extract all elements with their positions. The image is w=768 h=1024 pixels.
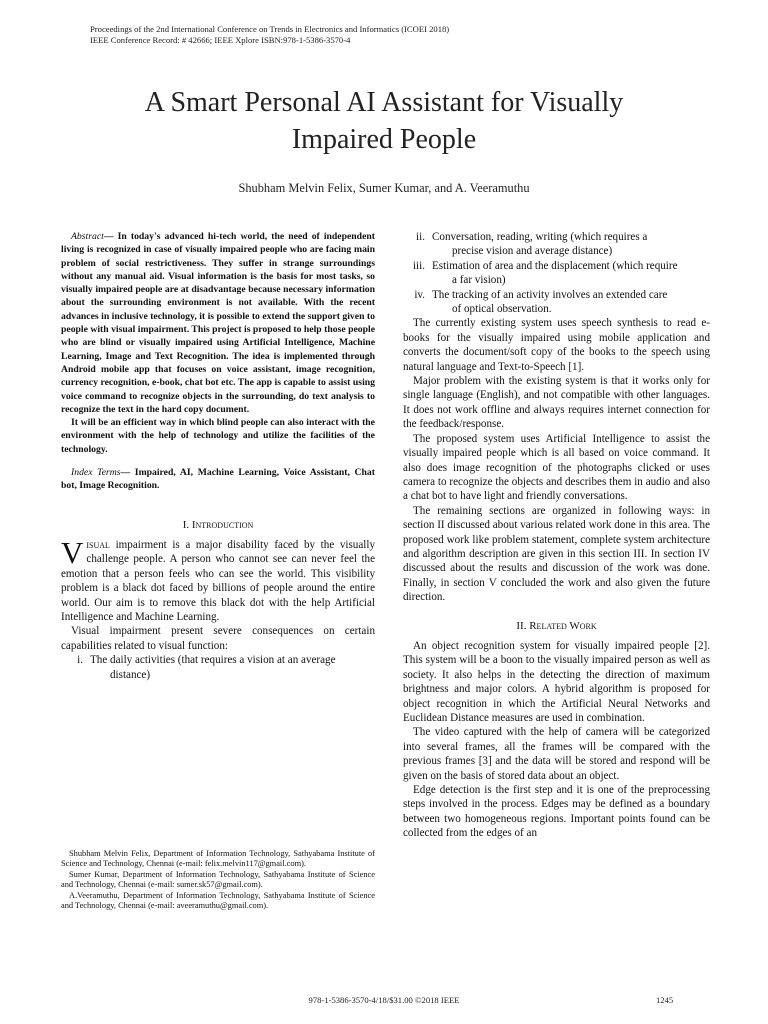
author-footnotes (61, 849, 375, 911)
list-item: iii. Estimation of area and the displacement (which require a far vision) (403, 259, 710, 288)
list-item-number: ii. (416, 231, 425, 243)
intro-paragraph-1 (61, 535, 375, 624)
abstract-paragraph-2: It will be an efficient way in which blind people can also interact with the environment with the help of technology and utilize the facilities of the technology. (61, 417, 375, 455)
intro-paragraph-4: Major problem with the existing system is that it works only for single language (English), and not compatible with other languages. It does not work offline and always requires internet connection for the feedback/response. (403, 375, 710, 431)
page-number: 1245 (656, 995, 674, 1005)
intro-paragraph-5: The proposed system uses Artificial Intelligence to assist the visually impaired people which is all based on voice command. It also does image recognition of the photographs clicked or uses camera to recognize the objects and describes them in audio and also a chat bot to have light and friendly conversations. (403, 432, 710, 503)
list-item-number: iv. (414, 288, 425, 301)
list-item-number: i. (77, 654, 83, 667)
list-item: i. The daily activities (that requires a vision at an average distance) (61, 653, 375, 682)
list-item-number: iii. (412, 259, 425, 272)
footnote-author-3: A.Veeramuthu, Department of Information Technology, Sathyabama Institute of Science and Technology, Chennai (e-mail: aveeramuthu@gmail.com). (61, 890, 375, 911)
related-paragraph-1: An object recognition system for visually impaired people [2]. This system will be a boon to the visually impaired person as well as society. It also helps in the detecting the direction of maximum brightness and major colors. A hybrid algorithm is proposed for object recognition in which the Artificial Neural Networks and Euclidean Distance measures are used in combination. (403, 639, 710, 724)
left-column (61, 230, 375, 682)
index-terms (61, 466, 375, 493)
intro-paragraph-1-text: impairment is a major disability faced by the visually challenge people. A person who cannot see can never feel the emotion that a person feels who can see the world. This visibility problem is a black dot faced by billions of people around the entire world. Our aim is to remove this black dot with the help Artificial Intelligence and Machine Learning. (61, 539, 375, 624)
index-terms-text: — Impaired, AI, Machine Learning, Voice Assistant, Chat bot, Image Recognition. (61, 467, 375, 492)
intro-lead-word: isual (86, 539, 110, 552)
abstract-label: Abstract (71, 231, 104, 242)
related-paragraph-3: Edge detection is the first step and it is one of the preprocessing steps involved in the process. Edges may be defined as a boundary between two homogeneous regions. Important points found can be collected from the edges of an (403, 784, 710, 840)
related-paragraph-2: The video captured with the help of camera will be categorized into several frames, all the frames will be compared with the previous frames [3] and the data will be stored and respond will be given on the basis of stored data about an object. (403, 726, 710, 782)
intro-paragraph-3: The currently existing system uses speech synthesis to read e-books for the visually impaired using mobile application and converts the document/soft copy of the books to the speech using natural language and Text-to-Speech [1]. (403, 317, 710, 373)
copyright-footer: 978-1-5386-3570-4/18/$31.00 ©2018 IEEE (308, 995, 460, 1005)
section-heading-related-work: II. Related Work (516, 619, 597, 632)
intro-paragraph-6: The remaining sections are organized in following ways: in section II discussed about various related work done in this area. The proposed work like problem statement, complete system architecture and algorithm description are given in this section III. In section IV discussed about the results and discussion of the work was done. Finally, in section V concluded the work and also given the future direction. (403, 504, 710, 604)
conference-header-line2: IEEE Conference Record: # 42666; IEEE Xplore ISBN:978-1-5386-3570-4 (90, 35, 351, 45)
author-list: Shubham Melvin Felix, Sumer Kumar, and A. Veeramuthu (238, 181, 530, 195)
drop-cap: V (61, 535, 84, 571)
intro-paragraph-2: Visual impairment present severe consequences on certain capabilities related to visual function: (61, 625, 375, 652)
conference-header (90, 24, 449, 46)
paper-title-line2: Impaired People (291, 124, 477, 155)
conference-header-line1: Proceedings of the 2nd International Conference on Trends in Electronics and Informatics (ICOEI 2018) (90, 24, 450, 34)
right-column (403, 230, 710, 841)
footnote-author-2: Sumer Kumar, Department of Information Technology, Sathyabama Institute of Science and Technology, Chennai (e-mail: sumer.sk57@gmail.com). (61, 869, 375, 890)
footnote-author-1: Shubham Melvin Felix, Department of Information Technology, Sathyabama Institute of Science and Technology, Chennai (e-mail: felix.melvin117@gmail.com). (61, 849, 375, 869)
list-item: ii. Conversation, reading, writing (which requires a precise vision and average distance) (403, 230, 710, 259)
paper-title (0, 84, 768, 158)
abstract (61, 230, 375, 416)
paper-title-line1: A Smart Personal AI Assistant for Visually (144, 87, 624, 118)
abstract-text: — In today's advanced hi-tech world, the need of independent living is recognized in case of visually impaired people who are facing main problem of social restrictiveness. They suffer in strange surroundings without any manual aid. Visual information is the basis for most tasks, so visually impaired people are at disadvantage because necessary information about the surrounding environment is not available. With the recent advances in inclusive technology, it is possible to extend the support given to people with visual impairment. This project is proposed to help those people who are blind or visually impaired using Artificial Intelligence, Machine Learning, Image and Text Recognition. The idea is implemented through Android mobile app that focuses on voice assistant, image recognition, currency recognition, e-book, chat bot etc. The app is capable to assist using voice command to recognize objects in the surrounding, do text analysis to recognize the text in the hard copy document. (61, 231, 375, 415)
section-heading-introduction: I. Introduction (182, 518, 254, 531)
list-item: iv. The tracking of an activity involves an extended care of optical observation. (403, 288, 710, 317)
index-terms-label: Index Terms (71, 467, 121, 479)
